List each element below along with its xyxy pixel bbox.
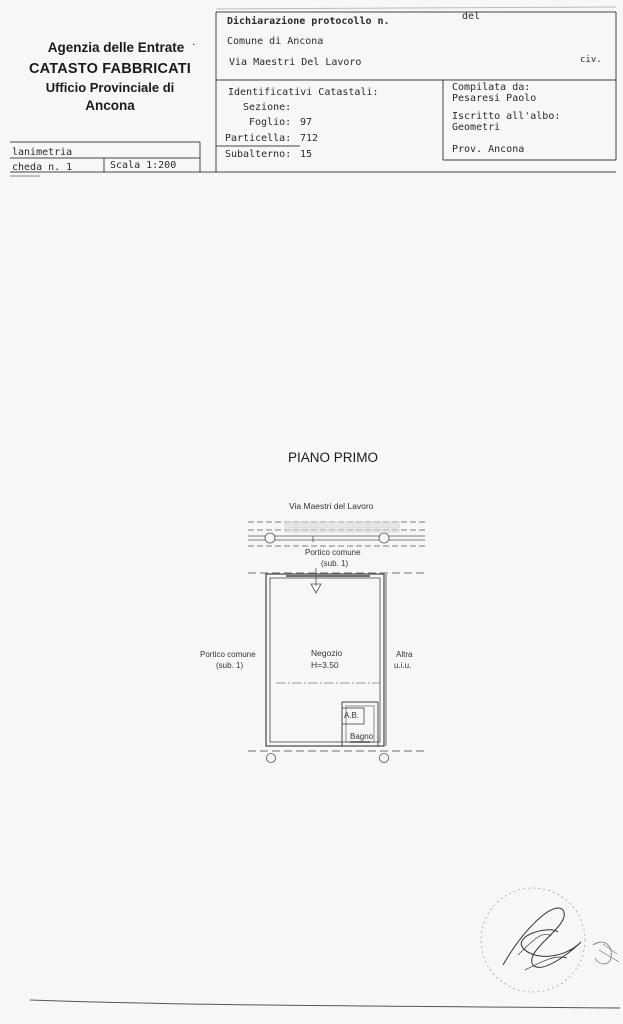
floor-title: PIANO PRIMO bbox=[288, 450, 379, 465]
agency-department: CATASTO FABBRICATI bbox=[28, 61, 192, 77]
room-name: Negozio bbox=[311, 648, 343, 658]
ab-label: A.B. bbox=[344, 711, 360, 720]
portico-top-label-line1: Portico comune bbox=[305, 548, 361, 557]
parcel-value: 712 bbox=[300, 133, 319, 144]
street-label: Via Maestri del Lavoro bbox=[289, 501, 374, 511]
register-label: Iscritto all'albo: bbox=[452, 111, 561, 122]
subunit-label: Subalterno: bbox=[225, 149, 292, 160]
agency-city: Ancona bbox=[85, 98, 135, 113]
agency-name: Agenzia delle Entrate bbox=[47, 40, 185, 55]
sheet-label: Foglio: bbox=[249, 117, 292, 128]
protocol-address: Via Maestri Del Lavoro bbox=[229, 57, 362, 68]
room-height: H=3.50 bbox=[311, 660, 339, 670]
document-type: lanimetria bbox=[12, 147, 73, 158]
register-value: Geometri bbox=[452, 122, 501, 133]
subunit-value: 15 bbox=[300, 149, 313, 160]
dot-mark: · bbox=[192, 40, 196, 51]
portico-left-label-line1: Portico comune bbox=[200, 650, 256, 659]
other-unit-label-line1: Altra bbox=[396, 650, 413, 659]
sheet-value: 97 bbox=[300, 117, 313, 128]
column-marker-top-left bbox=[265, 533, 275, 543]
bathroom-label: Bagno bbox=[350, 732, 374, 741]
protocol-municipality: Comune di Ancona bbox=[227, 36, 324, 47]
compiler-name: Pesaresi Paolo bbox=[452, 93, 537, 104]
protocol-date-label: del bbox=[462, 11, 481, 22]
bottom-rule bbox=[0, 996, 623, 1016]
portico-left-label-line2: (sub. 1) bbox=[216, 661, 244, 670]
compiler-province: Prov. Ancona bbox=[452, 144, 525, 155]
identifiers-heading: Identificativi Catastali: bbox=[228, 87, 379, 98]
column-marker-bottom-right bbox=[380, 754, 389, 763]
parcel-label: Particella: bbox=[225, 133, 292, 144]
compiler-heading: Compilata da: bbox=[452, 82, 531, 93]
agency-block bbox=[20, 40, 200, 113]
column-marker-bottom-left bbox=[267, 754, 276, 763]
document-scale: Scala 1:200 bbox=[110, 160, 177, 171]
column-marker-top-right bbox=[379, 533, 389, 543]
protocol-civic-label: civ. bbox=[580, 55, 602, 65]
other-unit-label-line2: u.i.u. bbox=[394, 661, 412, 670]
section-label: Sezione: bbox=[243, 102, 292, 113]
protocol-declaration: Dichiarazione protocollo n. bbox=[227, 16, 390, 27]
signature-stamp bbox=[463, 870, 623, 1000]
street-shading bbox=[284, 521, 400, 533]
agency-office: Ufficio Provinciale di bbox=[45, 80, 175, 95]
floor-plan-drawing bbox=[0, 490, 623, 790]
document-sheet: cheda n. 1 bbox=[12, 162, 73, 173]
portico-top-label-line2: (sub. 1) bbox=[321, 559, 349, 568]
